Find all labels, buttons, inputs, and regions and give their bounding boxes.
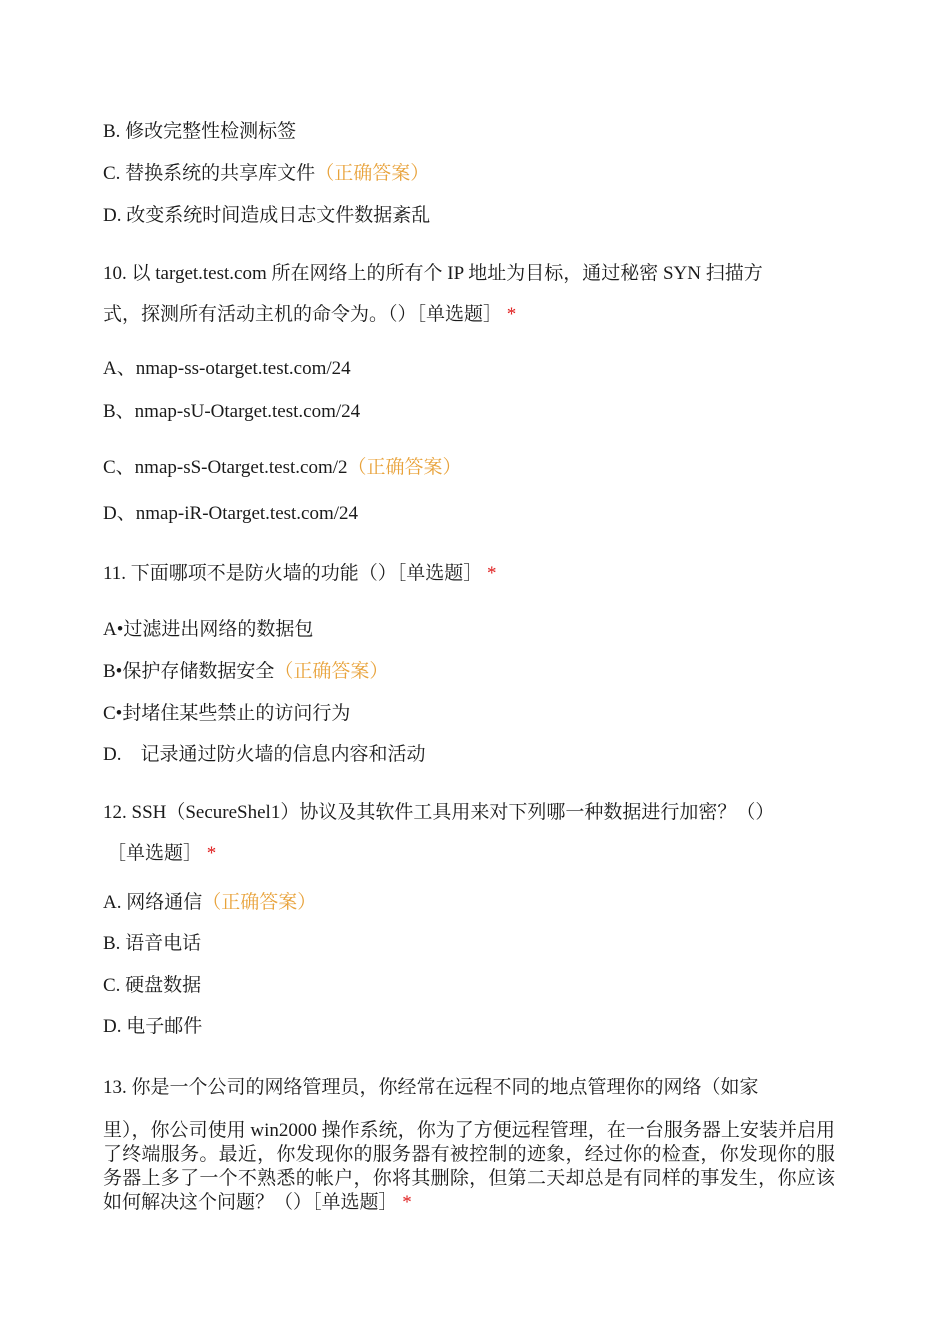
correct-answer-tag: （正确答案）: [347, 457, 462, 478]
q9-option-d: D. 改变系统时间造成日志文件数据紊乱: [103, 205, 431, 226]
required-mark: *: [402, 1192, 412, 1213]
q11-option-c: C•封堵住某些禁止的访问行为: [103, 703, 351, 724]
required-mark: *: [206, 843, 217, 864]
q10-option-c: C、nmap-sS-Otarget.test.com/2（正确答案）: [103, 457, 462, 478]
q10-option-a: A、nmap-ss-otarget.test.com/24: [103, 358, 351, 379]
q12-option-b: B. 语音电话: [103, 933, 202, 954]
q13-stem-body: 里），你公司使用 win2000 操作系统，你为了方便远程管理，在一台服务器上安装并启用了终端服务。最近，你发现你的服务器有被控制的迹象，经过你的检查，你发现你的服务器上多了一个不熟悉的帐户，你将其删除，但第二天却总是有同样的事发生，你应该如何解决这个问题？（）［单选题］ *: [103, 1120, 835, 1213]
q12-stem-line2: ［单选题］ *: [107, 843, 217, 864]
required-mark: *: [506, 304, 517, 325]
q9-option-b: B. 修改完整性检测标签: [103, 121, 297, 142]
q10-stem-line1: 10. 以 target.test.com 所在网络上的所有个 IP 地址为目标，通过秘密 SYN 扫描方: [103, 263, 763, 284]
required-mark: *: [487, 563, 497, 584]
q11-option-a: A•过滤进出网络的数据包: [103, 619, 314, 640]
q9-option-c: C. 替换系统的共享库文件（正确答案）: [103, 163, 430, 184]
q11-option-d: D. 记录通过防火墙的信息内容和活动: [103, 744, 426, 765]
correct-answer-tag: （正确答案）: [315, 163, 430, 184]
q12-option-c: C. 硬盘数据: [103, 975, 202, 996]
q12-stem-line1: 12. SSH（SecureShel1）协议及其软件工具用来对下列哪一种数据进行加密？（）: [103, 802, 775, 823]
correct-answer-tag: （正确答案）: [274, 661, 389, 682]
correct-answer-tag: （正确答案）: [202, 892, 317, 913]
q11-stem: 11. 下面哪项不是防火墙的功能（）［单选题］ *: [103, 563, 497, 584]
q10-stem-line2: 式，探测所有活动主机的命令为。（）［单选题］ *: [103, 304, 517, 325]
q13-stem-line1: 13. 你是一个公司的网络管理员，你经常在远程不同的地点管理你的网络（如家: [103, 1077, 759, 1098]
q10-option-b: B、nmap-sU-Otarget.test.com/24: [103, 401, 361, 422]
q12-option-d: D. 电子邮件: [103, 1016, 203, 1037]
q12-option-a: A. 网络通信（正确答案）: [103, 892, 317, 913]
q11-option-b: B•保护存储数据安全（正确答案）: [103, 661, 389, 682]
q10-option-d: D、nmap-iR-Otarget.test.com/24: [103, 503, 359, 524]
